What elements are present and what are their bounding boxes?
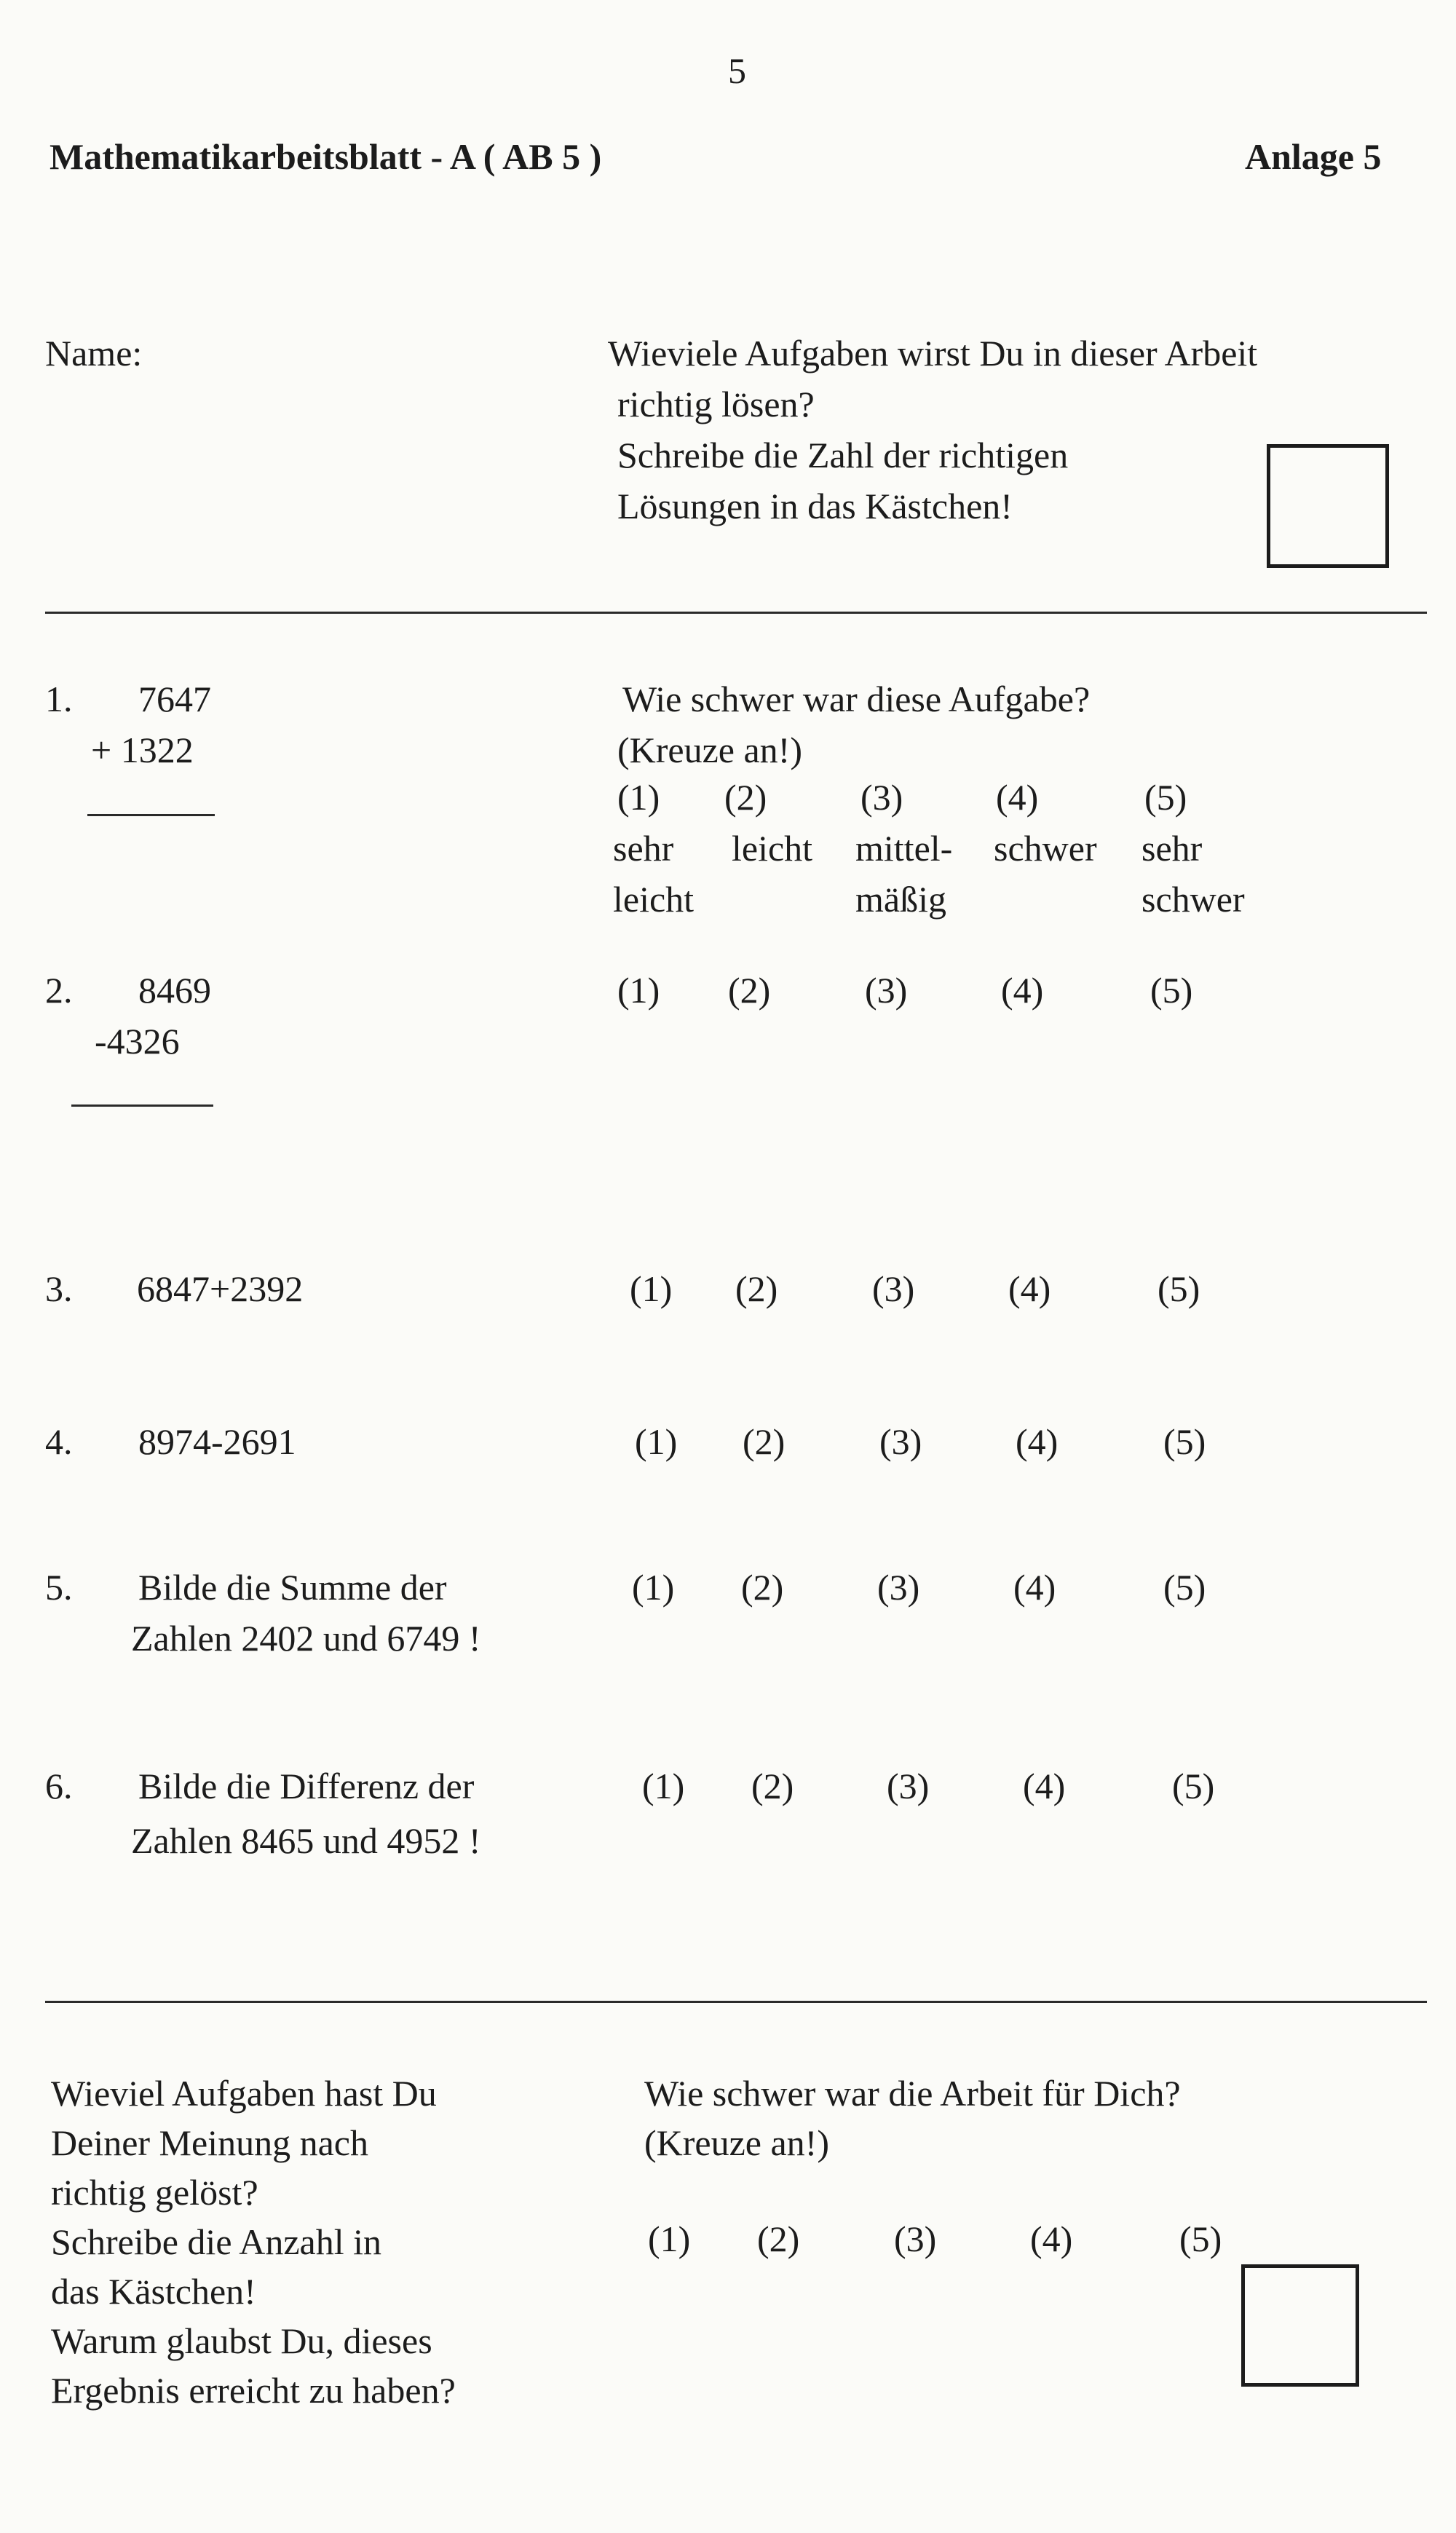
divider-bottom: [45, 2001, 1427, 2003]
rating-option-2[interactable]: (2): [724, 777, 767, 818]
answer-line[interactable]: [87, 814, 215, 816]
task-expression: 6847+2392: [137, 1268, 304, 1309]
prediction-question-line-2: richtig lösen?: [617, 384, 815, 424]
rating-option-5[interactable]: (5): [1150, 970, 1193, 1011]
annex-label: Anlage 5: [1245, 136, 1382, 177]
task-text: Bilde die Differenz der: [138, 1766, 475, 1806]
reflection-line-7: Ergebnis erreicht zu haben?: [51, 2370, 456, 2411]
rating-option-2[interactable]: (2): [741, 1567, 784, 1608]
task-text: Zahlen 8465 und 4952 !: [131, 1820, 481, 1861]
prediction-question-line-1: Wieviele Aufgaben wirst Du in dieser Arbeit: [608, 333, 1258, 374]
task-number: 1.: [45, 679, 73, 719]
rating-option-4[interactable]: (4): [1016, 1421, 1059, 1462]
rating-option-2[interactable]: (2): [757, 2218, 800, 2259]
difficulty-instruction: (Kreuze an!): [617, 730, 802, 770]
rating-option-1[interactable]: (1): [642, 1766, 685, 1806]
reflection-line-2: Deiner Meinung nach: [51, 2122, 368, 2163]
rating-option-4[interactable]: (4): [1030, 2218, 1073, 2259]
rating-option-5[interactable]: (5): [1163, 1567, 1206, 1608]
rating-option-5[interactable]: (5): [1172, 1766, 1215, 1806]
rating-option-2[interactable]: (2): [743, 1421, 786, 1462]
task-text: Zahlen 2402 und 6749 !: [131, 1618, 481, 1659]
task-number: 4.: [45, 1421, 73, 1462]
task-expression: 8974-2691: [138, 1421, 296, 1462]
rating-option-1[interactable]: (1): [648, 2218, 691, 2259]
task-operand: 7647: [138, 679, 211, 719]
reflection-line-5: das Kästchen!: [51, 2271, 256, 2312]
rating-option-1[interactable]: (1): [630, 1268, 673, 1309]
rating-option-1[interactable]: (1): [617, 777, 660, 818]
rating-option-3[interactable]: (3): [887, 1766, 930, 1806]
rating-option-3[interactable]: (3): [865, 970, 908, 1011]
reflection-line-4: Schreibe die Anzahl in: [51, 2221, 382, 2262]
rating-option-3[interactable]: (3): [872, 1268, 915, 1309]
reflection-line-1: Wieviel Aufgaben hast Du: [51, 2073, 437, 2114]
rating-option-2[interactable]: (2): [735, 1268, 778, 1309]
rating-option-5[interactable]: (5): [1179, 2218, 1222, 2259]
worksheet-title: Mathematikarbeitsblatt - A ( AB 5 ): [50, 136, 602, 177]
reflection-line-6: Warum glaubst Du, dieses: [51, 2320, 432, 2361]
task-number: 2.: [45, 970, 73, 1011]
rating-option-3[interactable]: (3): [860, 777, 903, 818]
task-operand: -4326: [95, 1021, 180, 1062]
prediction-question-line-4: Lösungen in das Kästchen!: [617, 486, 1013, 526]
task-operand: 8469: [138, 970, 211, 1011]
scale-label-medium: mittel- mäßig: [855, 828, 953, 920]
rating-option-3[interactable]: (3): [879, 1421, 922, 1462]
rating-option-3[interactable]: (3): [877, 1567, 920, 1608]
rating-option-2[interactable]: (2): [751, 1766, 794, 1806]
rating-option-1[interactable]: (1): [617, 970, 660, 1011]
prediction-answer-box[interactable]: [1267, 444, 1389, 568]
difficulty-question: Wie schwer war diese Aufgabe?: [622, 679, 1091, 719]
solved-count-answer-box[interactable]: [1241, 2264, 1359, 2387]
task-number: 3.: [45, 1268, 73, 1309]
task-number: 5.: [45, 1567, 73, 1608]
rating-option-5[interactable]: (5): [1163, 1421, 1206, 1462]
rating-option-4[interactable]: (4): [1008, 1268, 1051, 1309]
rating-option-4[interactable]: (4): [1013, 1567, 1056, 1608]
name-label: Name:: [45, 333, 143, 374]
rating-option-2[interactable]: (2): [728, 970, 771, 1011]
rating-option-5[interactable]: (5): [1144, 777, 1187, 818]
rating-option-3[interactable]: (3): [894, 2218, 937, 2259]
overall-difficulty-instruction: (Kreuze an!): [644, 2122, 829, 2163]
scale-label-hard: schwer: [994, 828, 1097, 869]
scale-label-easy: leicht: [732, 828, 813, 869]
scale-label-very-easy: sehr leicht: [613, 828, 695, 920]
prediction-question-line-3: Schreibe die Zahl der richtigen: [617, 435, 1069, 475]
task-number: 6.: [45, 1766, 73, 1806]
rating-option-1[interactable]: (1): [632, 1567, 675, 1608]
rating-option-4[interactable]: (4): [996, 777, 1039, 818]
divider-top: [45, 612, 1427, 614]
task-text: Bilde die Summe der: [138, 1567, 447, 1608]
overall-difficulty-question: Wie schwer war die Arbeit für Dich?: [644, 2073, 1181, 2114]
rating-option-4[interactable]: (4): [1001, 970, 1044, 1011]
task-operand: + 1322: [91, 730, 194, 770]
reflection-line-3: richtig gelöst?: [51, 2172, 258, 2213]
rating-option-5[interactable]: (5): [1158, 1268, 1200, 1309]
page-number: 5: [728, 50, 746, 91]
rating-option-1[interactable]: (1): [635, 1421, 678, 1462]
scale-label-very-hard: sehr schwer: [1142, 828, 1245, 920]
rating-option-4[interactable]: (4): [1023, 1766, 1066, 1806]
answer-line[interactable]: [71, 1105, 213, 1107]
